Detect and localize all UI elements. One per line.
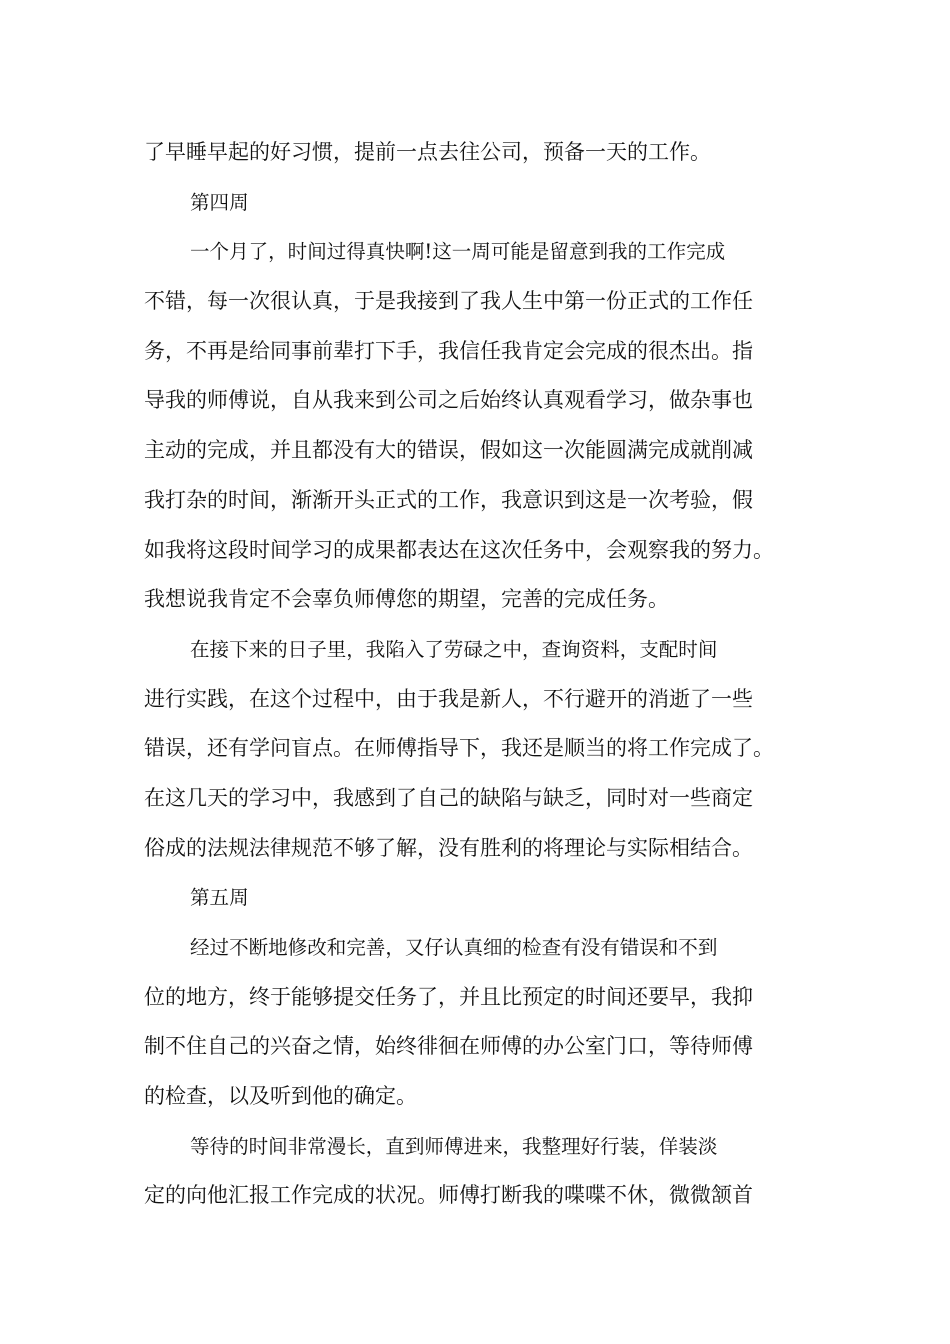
text-line: 我打杂的时间，渐渐开头正式的工作，我意识到这是一次考验，假	[144, 487, 753, 512]
text-line: 定的向他汇报工作完成的状况。师傅打断我的喋喋不休，微微颔首	[144, 1183, 753, 1208]
text-line: 主动的完成，并且都没有大的错误，假如这一次能圆满完成就削减	[144, 438, 753, 463]
text-line: 错误，还有学问盲点。在师傅指导下，我还是顺当的将工作完成了。	[144, 736, 774, 761]
text-line: 一个月了，时间过得真快啊!这一周可能是留意到我的工作完成	[190, 240, 726, 264]
text-line: 第五周	[190, 886, 249, 910]
text-line: 等待的时间非常漫长，直到师傅进来，我整理好行装，佯装淡	[190, 1134, 718, 1158]
text-line: 进行实践，在这个过程中，由于我是新人，不行避开的消逝了一些	[144, 686, 753, 711]
text-line: 务，不再是给同事前辈打下手，我信任我肯定会完成的很杰出。指	[144, 338, 753, 363]
text-line: 在接下来的日子里，我陷入了劳碌之中，查询资料，支配时间	[190, 637, 718, 661]
text-line: 的检查，以及听到他的确定。	[144, 1084, 417, 1109]
text-line: 如我将这段时间学习的成果都表达在这次任务中，会观察我的努力。	[144, 537, 774, 562]
text-line: 导我的师傅说，自从我来到公司之后始终认真观看学习，做杂事也	[144, 388, 753, 413]
text-line: 第四周	[190, 190, 249, 214]
text-line: 在这几天的学习中，我感到了自己的缺陷与缺乏，同时对一些商定	[144, 785, 753, 810]
text-line: 位的地方，终于能够提交任务了，并且比预定的时间还要早，我抑	[144, 984, 753, 1009]
text-line: 了早睡早起的好习惯，提前一点去往公司，预备一天的工作。	[144, 140, 711, 164]
text-line: 我想说我肯定不会辜负师傅您的期望，完善的完成任务。	[144, 587, 669, 612]
body-text	[144, 128, 809, 1221]
text-line: 制不住自己的兴奋之情，始终徘徊在师傅的办公室门口，等待师傅	[144, 1034, 753, 1059]
text-line: 俗成的法规法律规范不够了解，没有胜利的将理论与实际相结合。	[144, 835, 753, 860]
text-line: 不错，每一次很认真，于是我接到了我人生中第一份正式的工作任	[144, 289, 753, 314]
text-line: 经过不断地修改和完善，又仔认真细的检查有没有错误和不到	[190, 936, 718, 959]
